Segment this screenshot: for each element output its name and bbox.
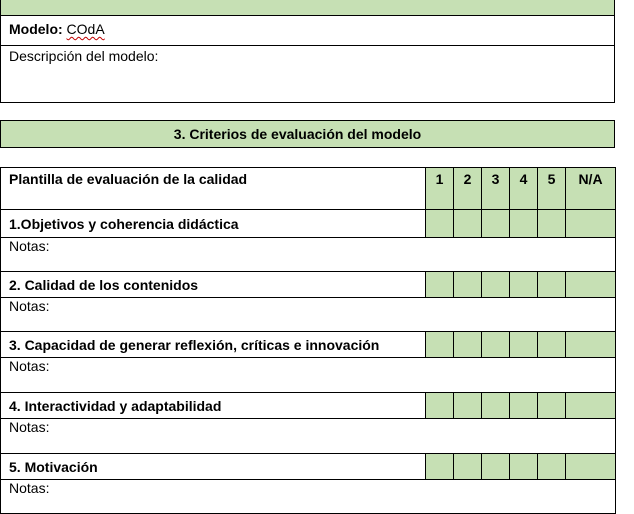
criterion-title: 5. Motivación — [1, 454, 426, 480]
criterion-row — [1, 210, 616, 238]
score-header-2: 2 — [454, 168, 482, 210]
score-cell-na[interactable] — [566, 454, 616, 480]
notes-row — [1, 358, 616, 393]
score-cell-4[interactable] — [510, 454, 538, 480]
score-header-3: 3 — [482, 168, 510, 210]
criterion-title: 1.Objetivos y coherencia didáctica — [1, 210, 426, 238]
score-header-5: 5 — [538, 168, 566, 210]
score-cell-na[interactable] — [566, 332, 616, 358]
score-cell-4[interactable] — [510, 210, 538, 238]
evaluation-table — [0, 167, 616, 514]
score-cell-4[interactable] — [510, 393, 538, 419]
score-cell-3[interactable] — [482, 454, 510, 480]
notes-row — [1, 480, 616, 514]
notes-field[interactable]: Notas: — [1, 419, 616, 454]
score-cell-1[interactable] — [426, 210, 454, 238]
score-cell-2[interactable] — [454, 210, 482, 238]
criterion-row — [1, 454, 616, 480]
notes-field[interactable]: Notas: — [1, 298, 616, 332]
score-cell-1[interactable] — [426, 272, 454, 298]
notes-row — [1, 419, 616, 454]
score-cell-1[interactable] — [426, 393, 454, 419]
section-title: 3. Criterios de evaluación del modelo — [173, 126, 422, 142]
score-cell-1[interactable] — [426, 454, 454, 480]
model-box — [0, 15, 615, 103]
notes-row — [1, 238, 616, 272]
model-row — [1, 16, 614, 46]
score-cell-1[interactable] — [426, 332, 454, 358]
criterion-title: 2. Calidad de los contenidos — [1, 272, 426, 298]
score-cell-2[interactable] — [454, 393, 482, 419]
model-name-field[interactable] — [9, 21, 105, 37]
criterion-title: 4. Interactividad y adaptabilidad — [1, 393, 426, 419]
score-cell-5[interactable] — [538, 332, 566, 358]
score-cell-3[interactable] — [482, 393, 510, 419]
criterion-row — [1, 332, 616, 358]
score-cell-3[interactable] — [482, 272, 510, 298]
score-cell-4[interactable] — [510, 272, 538, 298]
criterion-row — [1, 272, 616, 298]
score-cell-4[interactable] — [510, 332, 538, 358]
score-cell-2[interactable] — [454, 332, 482, 358]
top-green-strip — [0, 0, 615, 16]
score-cell-2[interactable] — [454, 272, 482, 298]
criterion-title: 3. Capacidad de generar reflexión, críticas e innovación — [1, 332, 426, 358]
score-header-na: N/A — [566, 168, 616, 210]
score-cell-5[interactable] — [538, 454, 566, 480]
model-description-label: Descripción del modelo: — [9, 48, 159, 64]
model-label: Modelo: — [9, 21, 63, 37]
notes-field[interactable]: Notas: — [1, 480, 616, 514]
section-header — [0, 120, 615, 148]
score-cell-na[interactable] — [566, 272, 616, 298]
score-header-4: 4 — [510, 168, 538, 210]
score-cell-3[interactable] — [482, 210, 510, 238]
model-name: COdA — [66, 21, 105, 37]
criterion-row — [1, 393, 616, 419]
score-cell-5[interactable] — [538, 272, 566, 298]
notes-field[interactable]: Notas: — [1, 238, 616, 272]
score-cell-na[interactable] — [566, 393, 616, 419]
notes-row — [1, 298, 616, 332]
table-header-row — [1, 168, 616, 210]
score-cell-na[interactable] — [566, 210, 616, 238]
score-header-1: 1 — [426, 168, 454, 210]
notes-field[interactable]: Notas: — [1, 358, 616, 393]
score-cell-3[interactable] — [482, 332, 510, 358]
table-header-label: Plantilla de evaluación de la calidad — [1, 168, 426, 210]
score-cell-5[interactable] — [538, 393, 566, 419]
score-cell-5[interactable] — [538, 210, 566, 238]
score-cell-2[interactable] — [454, 454, 482, 480]
